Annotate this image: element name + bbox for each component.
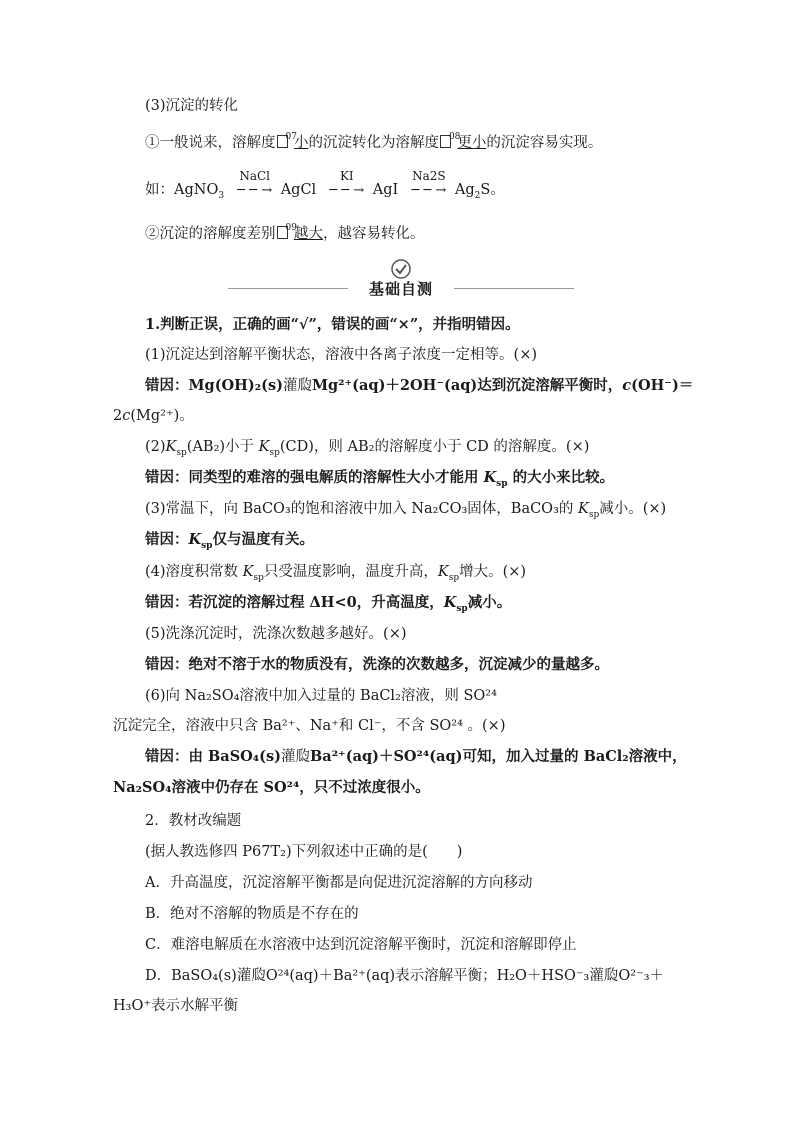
equilibrium-symbol: 灌瓝 — [282, 378, 312, 394]
reagent-label: NaCl — [239, 169, 271, 183]
q1-item-4: (4)溶度积常数 $K_{sp}$只受温度影响，温度升高，$K_{sp}$增大。(×) — [145, 564, 527, 583]
reagent-label: Na2S — [412, 169, 446, 183]
q1-reason-4: 错因：若沉淀的溶解过程 ΔH<0，升高温度，$K_{sp}$减小。 — [145, 594, 512, 614]
reaction-arrow: Na2S ─ ─ → — [407, 180, 451, 201]
q1-item-3: (3)常温下，向 BaCO₃的饱和溶液中加入 Na₂CO₃固体，BaCO₃的 $K_{sp}$减小。(×) — [145, 501, 667, 520]
ex-prefix: 如：AgNO — [145, 182, 219, 198]
blank-number: 07 — [285, 132, 297, 142]
q1-item-6: (6)向 Na₂SO₄溶液中加入过量的 BaCl₂溶液，则 SO²⁴ — [145, 688, 497, 704]
reaction-example: 如：AgNO$_3$ NaCl ─ ─ → AgCl KI ─ ─ → AgI Na2S ─ ─ → $Ag_2S$。 — [145, 180, 505, 206]
checkmark-circle-icon — [390, 258, 412, 280]
p1-text-a: ①一般说来，溶解度 — [145, 135, 276, 151]
q2-option-a: A．升高温度，沉淀溶解平衡都是向促进沉淀溶解的方向移动 — [145, 875, 533, 891]
equilibrium-symbol: 灌瓝 — [589, 968, 619, 984]
blank-number: 08 — [448, 132, 461, 142]
product-agcl: AgCl — [280, 182, 317, 198]
header-rule-left — [228, 288, 348, 289]
paragraph-solubility — [145, 133, 602, 155]
product-agi: AgI — [372, 182, 399, 198]
equilibrium-symbol: 灌瓝 — [281, 749, 311, 765]
q1-reason-2: 错因：同类型的难溶的强电解质的溶解性大小才能用 $K_{sp}$ 的大小来比较。 — [145, 469, 615, 489]
q1-reason-5: 错因：绝对不溶于水的物质没有，洗涤的次数越多，沉淀减少的量越多。 — [145, 656, 609, 673]
q2-option-d: D．BaSO₄(s)灌瓝O²⁴(aq)＋Ba²⁺(aq)表示溶解平衡；H₂O＋HSO⁻₃灌瓝O²⁻₃＋ — [145, 968, 665, 984]
section-header — [228, 256, 574, 302]
answer-word: 小 — [293, 135, 309, 151]
blank-number: 09 — [285, 223, 297, 233]
q1-item-1: (1)沉淀达到溶解平衡状态，溶液中各离子浓度一定相等。(×) — [145, 347, 538, 363]
q2-title: 2．教材改编题 — [145, 813, 242, 829]
q2-option-c: C．难溶电解质在水溶液中达到沉淀溶解平衡时，沉淀和溶解即停止 — [145, 937, 577, 953]
paragraph-difference — [145, 224, 424, 246]
q2-option-b: B．绝对不溶解的物质是不存在的 — [145, 906, 359, 922]
answer-word: 更小 — [457, 135, 487, 151]
q1-reason-6-cont: Na₂SO₄溶液中仍存在 SO²⁴，只不过浓度很小。 — [113, 779, 430, 796]
q2-source: (据人教选修四 P67T₂)下列叙述中正确的是( ) — [145, 844, 463, 860]
q1-reason-3: 错因：$K_{sp}$仅与温度有关。 — [145, 531, 314, 551]
equilibrium-symbol: 灌瓝 — [236, 968, 266, 984]
reaction-arrow: KI ─ ─ → — [325, 180, 369, 201]
p1-text-c: 的沉淀容易实现。 — [486, 135, 603, 151]
reagent-label: KI — [339, 169, 354, 183]
q1-reason-1: 错因：Mg(OH)₂(s)灌瓝Mg²⁺(aq)＋2OH⁻(aq)达到沉淀溶解平衡时，c(OH⁻)＝ — [145, 377, 694, 394]
q1-reason-6: 错因：由 BaSO₄(s)灌瓝Ba²⁺(aq)＋SO²⁴(aq)可知，加入过量的 BaCl₂溶液中， — [145, 748, 687, 765]
answer-word: 越大 — [293, 226, 323, 242]
p1-text-b: 的沉淀转化为溶解度 — [308, 135, 439, 151]
q1-reason-1-cont: 2c(Mg²⁺)。 — [113, 408, 194, 424]
p2-text-b: ，越容易转化。 — [322, 226, 425, 242]
q1-title: 1.判断正误，正确的画“√”，错误的画“×”，并指明错因。 — [145, 316, 520, 333]
section-title: (3)沉淀的转化 — [145, 98, 239, 114]
product-ag2s: $Ag_2S$。 — [454, 182, 505, 201]
q2-option-d-cont: H₃O⁺表示水解平衡 — [113, 998, 238, 1014]
p2-text-a: ②沉淀的溶解度差别 — [145, 226, 276, 242]
header-rule-right — [454, 288, 574, 289]
header-title: 基础自测 — [368, 280, 434, 298]
q1-item-5: (5)洗涤沉淀时，洗涤次数越多越好。(×) — [145, 626, 407, 642]
q1-item-2: $(2)K_{sp}(AB_2)$小于 $K_{sp}(CD)$，则 AB₂的溶解度小于 CD 的溶解度。(×) — [145, 439, 590, 458]
reaction-arrow: NaCl ─ ─ → — [233, 180, 277, 201]
q1-item-6-cont: 沉淀完全，溶液中只含 Ba²⁺、Na⁺和 Cl⁻，不含 SO²⁴ 。(×) — [113, 718, 506, 734]
